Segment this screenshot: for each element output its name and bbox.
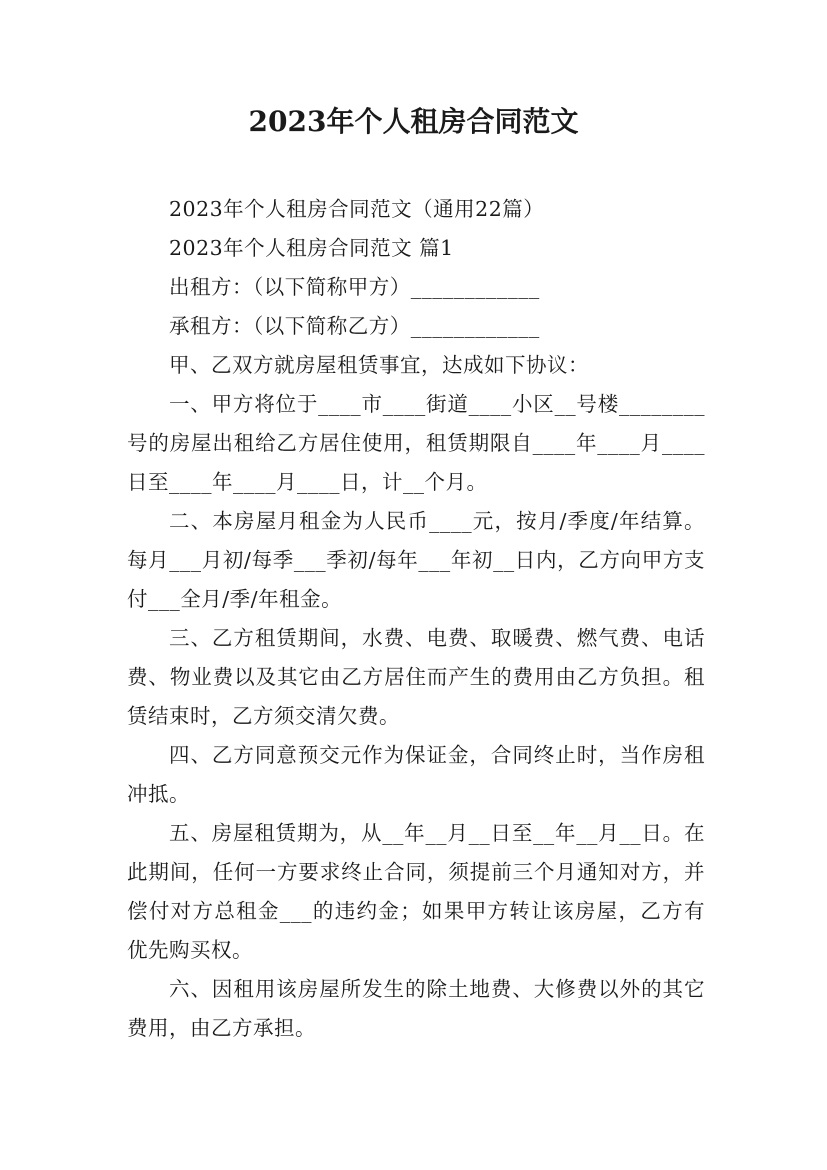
paragraph-clause-4: 四、乙方同意预交元作为保证金，合同终止时，当作房租冲抵。 [127,743,705,806]
paragraph-clause-6: 六、因租用该房屋所发生的除土地费、大修费以外的其它费用，由乙方承担。 [127,977,705,1040]
paragraph-clause-5: 五、房屋租赁期为，从__年__月__日至__年__月__日。在此期间，任何一方要求终止合同，须提前三个月通知对方，并偿付对方总租金___的违约金；如果甲方转让该房屋，乙方有优先购买权。 [127,821,705,962]
paragraph-agreement-intro: 甲、乙双方就房屋租赁事宜，达成如下协议： [169,353,589,377]
paragraph-clause-3: 三、乙方租赁期间，水费、电费、取暖费、燃气费、电话费、物业费以及其它由乙方居住而产生的费用由乙方负担。租赁结束时，乙方须交清欠费。 [127,626,705,728]
paragraph-section-heading: 2023年个人租房合同范文 篇1 [169,236,454,260]
paragraph-lessor: 出租方：（以下简称甲方）____________ [169,275,540,299]
paragraph-clause-2: 二、本房屋月租金为人民币____元，按月/季度/年结算。每月___月初/每季___季初/每年___年初__日内，乙方向甲方支付___全月/季/年租金。 [127,509,705,611]
paragraph-subtitle: 2023年个人租房合同范文（通用22篇） [169,197,545,221]
paragraph-clause-1: 一、甲方将位于____市____街道____小区__号楼________号的房屋出租给乙方居住使用，租赁期限自____年____月____日至____年____月____日，计__个月。 [127,392,705,494]
document-title: 2023年个人租房合同范文 [248,105,579,138]
document-body [127,190,705,1048]
paragraph-lessee: 承租方：（以下简称乙方）____________ [169,314,540,338]
